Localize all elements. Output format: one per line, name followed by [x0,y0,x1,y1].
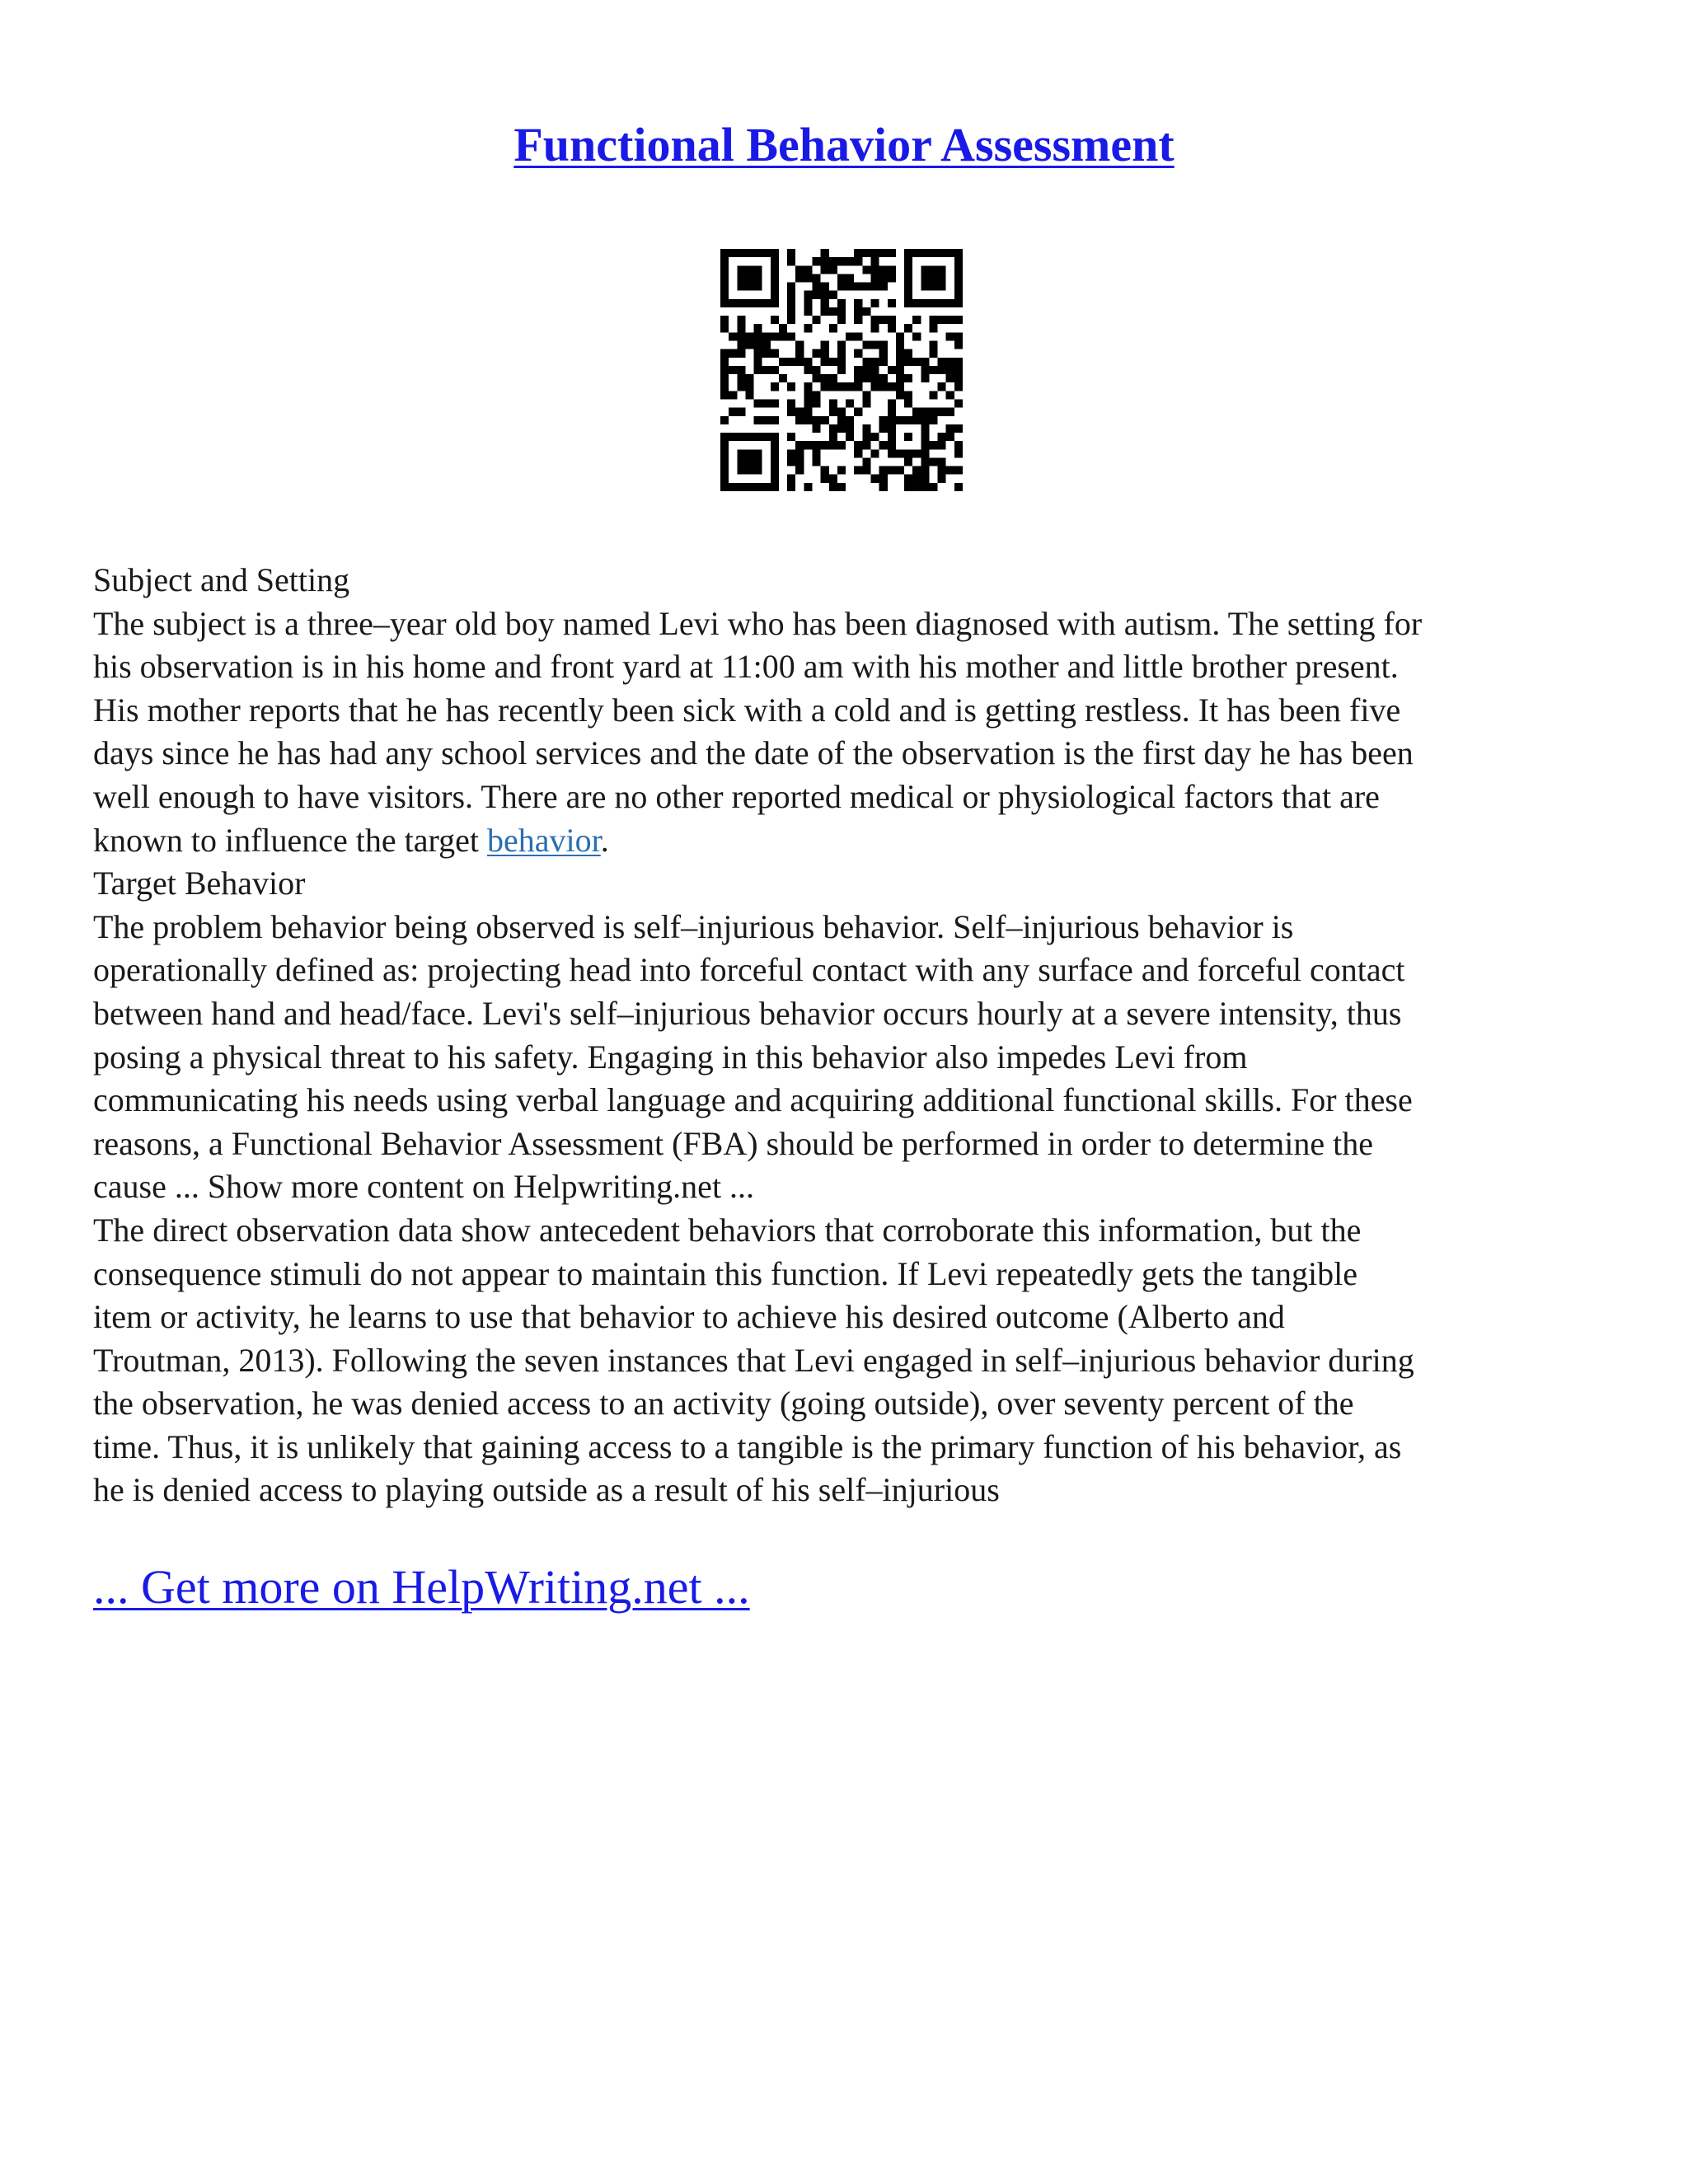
title-link[interactable]: Functional Behavior Assessment [513,118,1175,171]
paragraph-line: he is denied access to playing outside as a result of his self–injurious [93,1471,1000,1509]
paragraph-line: his observation is in his home and front yard at 11:00 am with his mother and little brother present. [93,648,1399,686]
paragraph-line: the observation, he was denied access to an activity (going outside), over seventy percent of the [93,1385,1354,1422]
paragraph-line: reasons, a Functional Behavior Assessment (FBA) should be performed in order to determine the [93,1124,1373,1162]
paragraph-line: His mother reports that he has recently been sick with a cold and is getting restless. It has been five [93,691,1401,729]
paragraph-line: communicating his needs using verbal language and acquiring additional functional skills. For these [93,1081,1413,1119]
get-more-link-container [93,1558,750,1617]
paragraph-line: time. Thus, it is unlikely that gaining access to a tangible is the primary function of his behavior, as [93,1427,1402,1465]
paragraph-line: operationally defined as: projecting head into forceful contact with any surface and forceful contact [93,951,1405,989]
paragraph-line: posing a physical threat to his safety. Engaging in this behavior also impedes Levi from [93,1038,1248,1076]
paragraph-line: between hand and head/face. Levi's self–injurious behavior occurs hourly at a severe intensity, thus [93,994,1402,1032]
paragraph-line: The subject is a three–year old boy named Levi who has been diagnosed with autism. The setting for [93,604,1423,642]
paragraph-line: The direct observation data show antecedent behaviors that corroborate this information, but the [93,1211,1362,1249]
paragraph-line: well enough to have visitors. There are no other reported medical or physiological factors that are [93,777,1380,815]
paragraph-line: consequence stimuli do not appear to maintain this function. If Levi repeatedly gets the tangible [93,1254,1357,1292]
qr-code [720,249,963,491]
get-more-link[interactable]: ... Get more on HelpWriting.net ... [93,1560,750,1614]
paragraph-text: . [600,821,609,859]
section-heading-subject-setting: Subject and Setting [93,561,350,598]
paragraph-line: cause ... Show more content on Helpwriting.net ... [93,1168,755,1206]
paragraph-line: days since he has had any school services and the date of the observation is the first day he has been [93,734,1414,772]
behavior-link[interactable]: behavior [487,821,601,859]
paragraph-line: item or activity, he learns to use that behavior to achieve his desired outcome (Alberto and [93,1298,1285,1336]
paragraph-text: known to influence the target [93,821,488,859]
paragraph-line: Troutman, 2013). Following the seven instances that Levi engaged in self–injurious behavior during [93,1341,1414,1379]
section-heading-target-behavior: Target Behavior [93,865,306,902]
paragraph-line-with-link [93,819,1610,863]
article-body [93,559,1610,1512]
page-title [0,115,1688,175]
paragraph-line: The problem behavior being observed is self–injurious behavior. Self–injurious behavior is [93,907,1294,945]
